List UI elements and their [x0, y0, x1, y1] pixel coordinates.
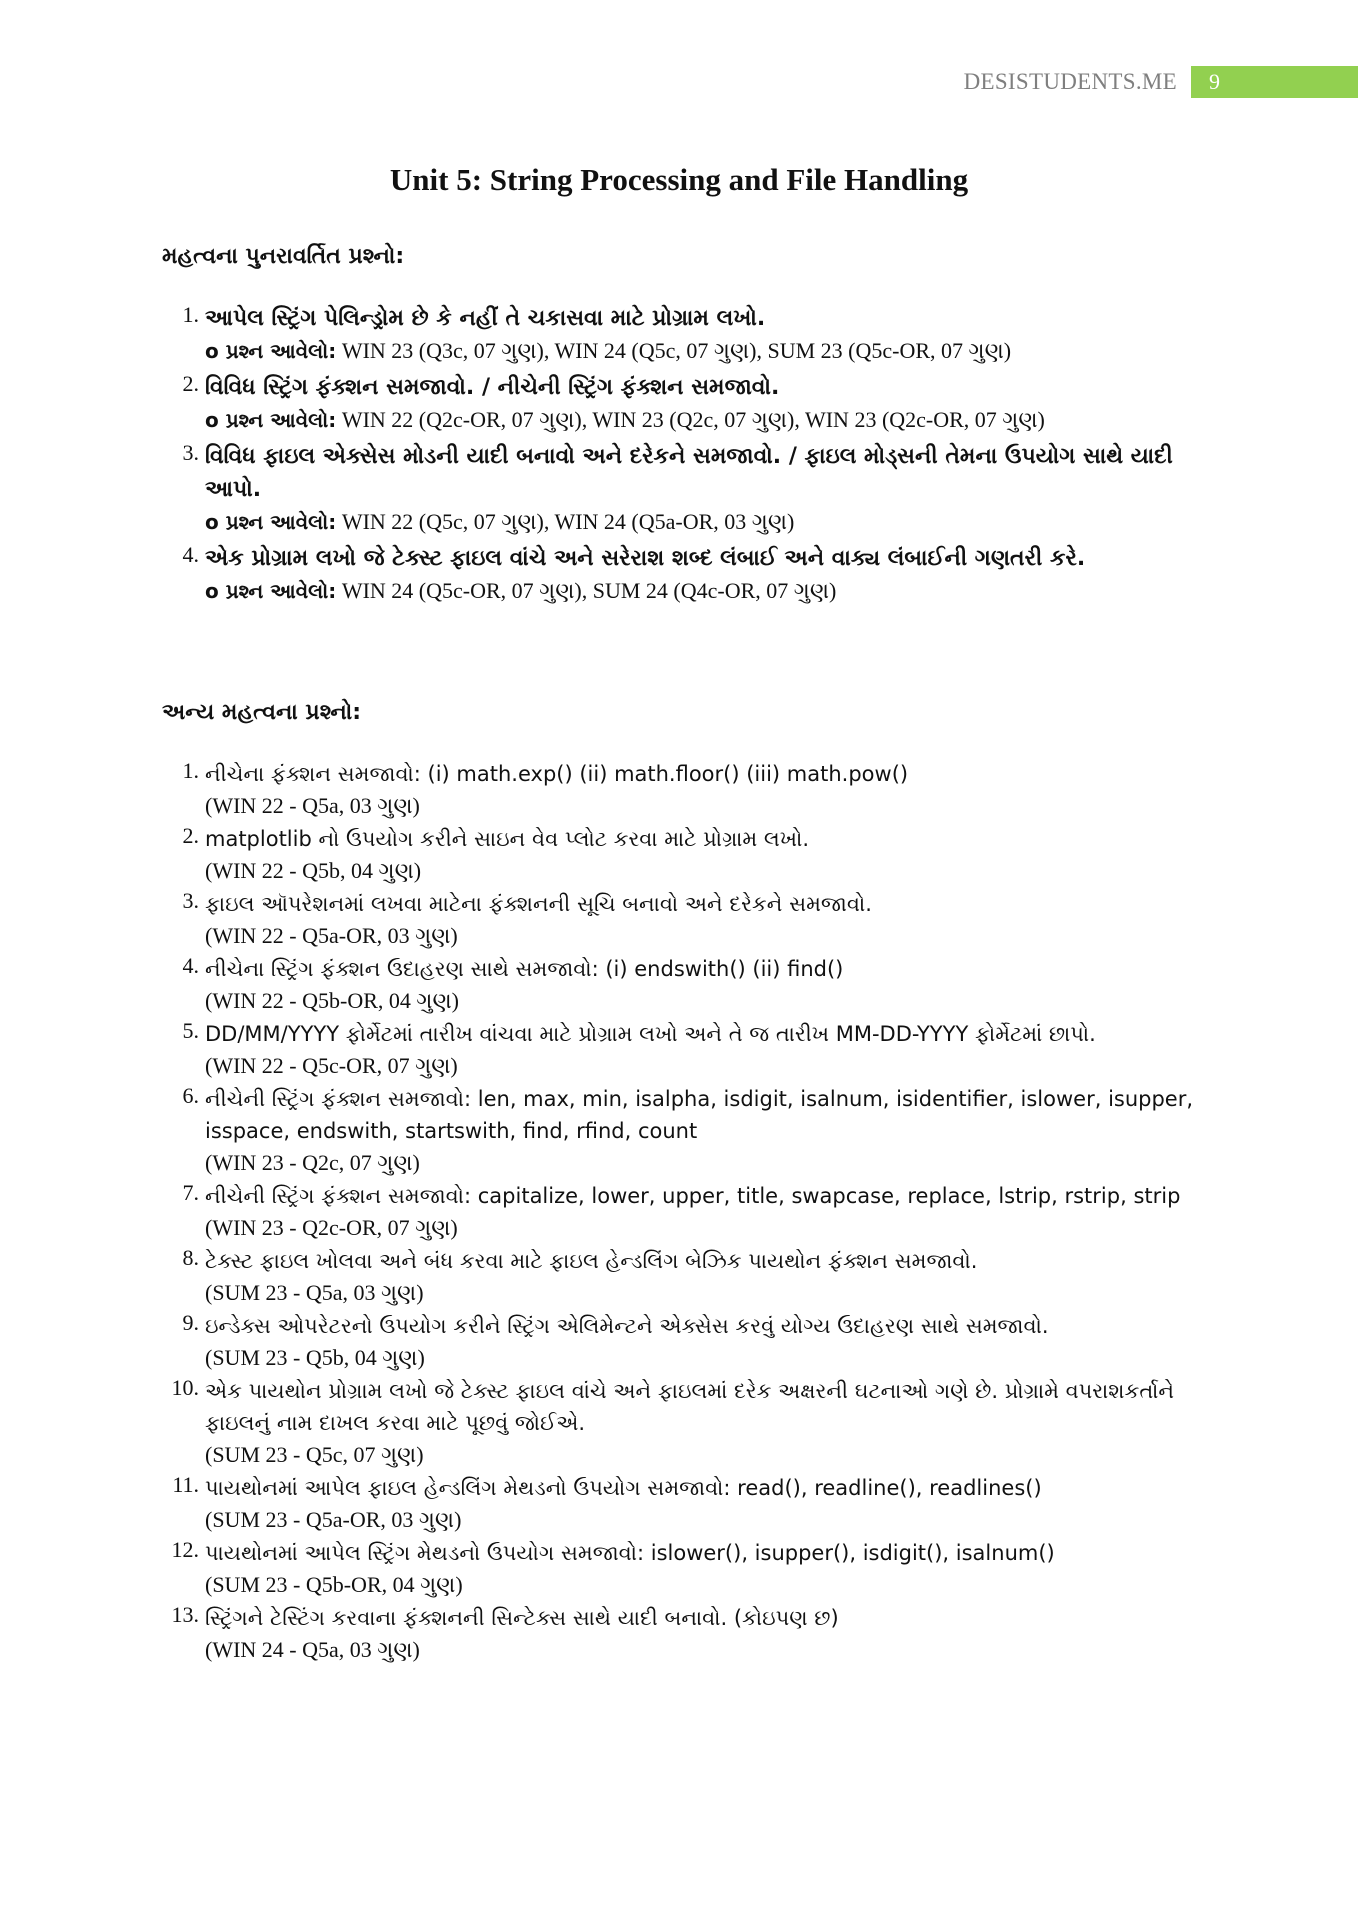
asked-details: WIN 23 (Q3c, 07 ગુણ), WIN 24 (Q5c, 07 ગુણ), SUM 23 (Q5c-OR, 07 ગુણ) — [341, 338, 1012, 363]
asked-label: o પ્રશ્ન આવેલો: — [205, 408, 337, 432]
question-text: પાયથોનમાં આપેલ સ્ટ્રિંગ મેથડનો ઉપયોગ સમજાવો: islower(), isupper(), isdigit(), isalnum() — [205, 1541, 1055, 1565]
asked-details: WIN 22 (Q2c-OR, 07 ગુણ), WIN 23 (Q2c, 07 ગુણ), WIN 23 (Q2c-OR, 07 ગુણ) — [341, 407, 1045, 432]
item-number: 1. — [182, 302, 199, 327]
list-item — [182, 542, 1208, 607]
list-item — [182, 371, 1208, 436]
list-item — [182, 823, 1208, 887]
exam-reference: (SUM 23 - Q5c, 07 ગુણ) — [205, 1442, 424, 1467]
item-number: 7. — [182, 1180, 199, 1205]
question-text: એક પ્રોગ્રામ લખો જે ટેક્સ્ટ ફાઇલ વાંચે અને સરેરાશ શબ્દ લંબાઈ અને વાક્ય લંબાઈની ગણતરી કરે. — [205, 546, 1086, 571]
item-number: 10. — [171, 1375, 199, 1400]
list-item — [171, 1537, 1208, 1601]
page-header — [964, 66, 1358, 98]
exam-reference: (WIN 22 - Q5a-OR, 03 ગુણ) — [205, 923, 458, 948]
question-text: DD/MM/YYYY ફોર્મેટમાં તારીખ વાંચવા માટે પ્રોગ્રામ લખો અને તે જ તારીખ MM-DD-YYYY ફોર્મેટમાં છાપો. — [205, 1022, 1096, 1046]
list-item — [182, 888, 1208, 952]
asked-label: o પ્રશ્ન આવેલો: — [205, 339, 337, 363]
question-text: matplotlib નો ઉપયોગ કરીને સાઇન વેવ પ્લોટ કરવા માટે પ્રોગ્રામ લખો. — [205, 827, 809, 851]
item-number: 12. — [171, 1537, 199, 1562]
list-item — [182, 1245, 1208, 1309]
question-text: વિવિધ સ્ટ્રિંગ ફંક્શન સમજાવો. / નીચેની સ્ટ્રિંગ ફંક્શન સમજાવો. — [205, 375, 780, 400]
list-item — [182, 1083, 1208, 1179]
exam-reference: (SUM 23 - Q5b, 04 ગુણ) — [205, 1345, 425, 1370]
question-text: પાયથોનમાં આપેલ ફાઇલ હેન્ડલિંગ મેથડનો ઉપયોગ સમજાવો: read(), readline(), readlines() — [205, 1476, 1042, 1500]
item-number: 1. — [182, 758, 199, 783]
other-questions-list — [171, 758, 1208, 1667]
list-item — [182, 1310, 1208, 1374]
question-text: આપેલ સ્ટ્રિંગ પેલિન્ડ્રોમ છે કે નહીં તે ચકાસવા માટે પ્રોગ્રામ લખો. — [205, 306, 766, 331]
site-name: DESISTUDENTS.ME — [963, 69, 1177, 94]
asked-line — [205, 404, 1208, 436]
question-text: ઇન્ડેક્સ ઓપરેટરનો ઉપયોગ કરીને સ્ટ્રિંગ એલિમેન્ટને એક્સેસ કરવું યોગ્ય ઉદાહરણ સાથે સમજાવો. — [205, 1314, 1049, 1338]
item-number: 5. — [182, 1018, 199, 1043]
list-item — [182, 1018, 1208, 1082]
item-number: 6. — [182, 1083, 199, 1108]
asked-line — [205, 575, 1208, 607]
item-number: 2. — [182, 823, 199, 848]
question-text: નીચેના સ્ટ્રિંગ ફંક્શન ઉદાહરણ સાથે સમજાવો: (i) endswith() (ii) find() — [205, 957, 844, 981]
question-text: ટેક્સ્ટ ફાઇલ ખોલવા અને બંધ કરવા માટે ફાઇલ હેન્ડલિંગ બેઝિક પાયથોન ફંક્શન સમજાવો. — [205, 1249, 978, 1273]
exam-reference: (SUM 23 - Q5b-OR, 04 ગુણ) — [205, 1572, 463, 1597]
item-number: 2. — [182, 371, 199, 396]
item-number: 11. — [172, 1472, 199, 1497]
exam-reference: (SUM 23 - Q5a, 03 ગુણ) — [205, 1280, 424, 1305]
list-item — [182, 1180, 1208, 1244]
list-item — [182, 302, 1208, 367]
repeated-questions-list — [182, 302, 1208, 611]
question-text: ફાઇલ ઑપરેશનમાં લખવા માટેના ફંક્શનની સૂચિ બનાવો અને દરેકને સમજાવો. — [205, 892, 872, 916]
question-text: નીચેની સ્ટ્રિંગ ફંક્શન સમજાવો: capitalize, lower, upper, title, swapcase, replace, lstrip, rstrip, strip — [205, 1184, 1181, 1208]
item-number: 4. — [182, 953, 199, 978]
list-item — [172, 1472, 1208, 1536]
exam-reference: (WIN 22 - Q5c-OR, 07 ગુણ) — [205, 1053, 458, 1078]
asked-label: o પ્રશ્ન આવેલો: — [205, 579, 337, 603]
list-item — [171, 1375, 1208, 1471]
exam-reference: (WIN 23 - Q2c, 07 ગુણ) — [205, 1150, 420, 1175]
item-number: 4. — [182, 542, 199, 567]
section-heading-repeated: મહત્વના પુનરાવર્તિત પ્રશ્નો: — [162, 244, 405, 269]
question-text: સ્ટ્રિંગને ટેસ્ટિંગ કરવાના ફંક્શનની સિન્ટેક્સ સાથે યાદી બનાવો. (કોઇપણ છ) — [205, 1606, 839, 1630]
exam-reference: (WIN 24 - Q5a, 03 ગુણ) — [205, 1637, 420, 1662]
question-text: વિવિધ ફાઇલ એક્સેસ મોડની યાદી બનાવો અને દરેકને સમજાવો. / ફાઇલ મોડ્સની તેમના ઉપયોગ સાથે યાદી આપો. — [205, 444, 1173, 502]
list-item — [171, 1602, 1208, 1666]
exam-reference: (WIN 22 - Q5a, 03 ગુણ) — [205, 793, 420, 818]
list-item — [182, 440, 1208, 538]
list-item — [182, 758, 1208, 822]
asked-details: WIN 24 (Q5c-OR, 07 ગુણ), SUM 24 (Q4c-OR, 07 ગુણ) — [341, 578, 837, 603]
page-title: Unit 5: String Processing and File Handling — [389, 162, 969, 197]
asked-line — [205, 506, 1208, 538]
item-number: 3. — [182, 888, 199, 913]
exam-reference: (WIN 22 - Q5b-OR, 04 ગુણ) — [205, 988, 459, 1013]
asked-label: o પ્રશ્ન આવેલો: — [205, 510, 337, 534]
list-item — [182, 953, 1208, 1017]
exam-reference: (WIN 23 - Q2c-OR, 07 ગુણ) — [205, 1215, 458, 1240]
page-number: 9 — [1191, 66, 1358, 98]
asked-line — [205, 335, 1208, 367]
question-text: નીચેના ફંક્શન સમજાવો: (i) math.exp() (ii) math.floor() (iii) math.pow() — [205, 762, 909, 786]
section-heading-other: અન્ય મહત્વના પ્રશ્નો: — [162, 700, 362, 725]
item-number: 9. — [182, 1310, 199, 1335]
item-number: 8. — [182, 1245, 199, 1270]
question-text: નીચેની સ્ટ્રિંગ ફંક્શન સમજાવો: len, max, min, isalpha, isdigit, isalnum, isidentifier, islower, isupper, isspace, endswith, startswith, find, rfind, count — [205, 1087, 1194, 1143]
exam-reference: (WIN 22 - Q5b, 04 ગુણ) — [205, 858, 422, 883]
question-text: એક પાયથોન પ્રોગ્રામ લખો જે ટેક્સ્ટ ફાઇલ વાંચે અને ફાઇલમાં દરેક અક્ષરની ઘટનાઓ ગણે છે. પ્રોગ્રામે વપરાશકર્તાને ફાઇલનું નામ દાખલ કરવા માટે પૂછવું જોઈએ. — [205, 1379, 1175, 1435]
asked-details: WIN 22 (Q5c, 07 ગુણ), WIN 24 (Q5a-OR, 03 ગુણ) — [341, 509, 795, 534]
exam-reference: (SUM 23 - Q5a-OR, 03 ગુણ) — [205, 1507, 462, 1532]
item-number: 3. — [182, 440, 199, 465]
item-number: 13. — [171, 1602, 199, 1627]
